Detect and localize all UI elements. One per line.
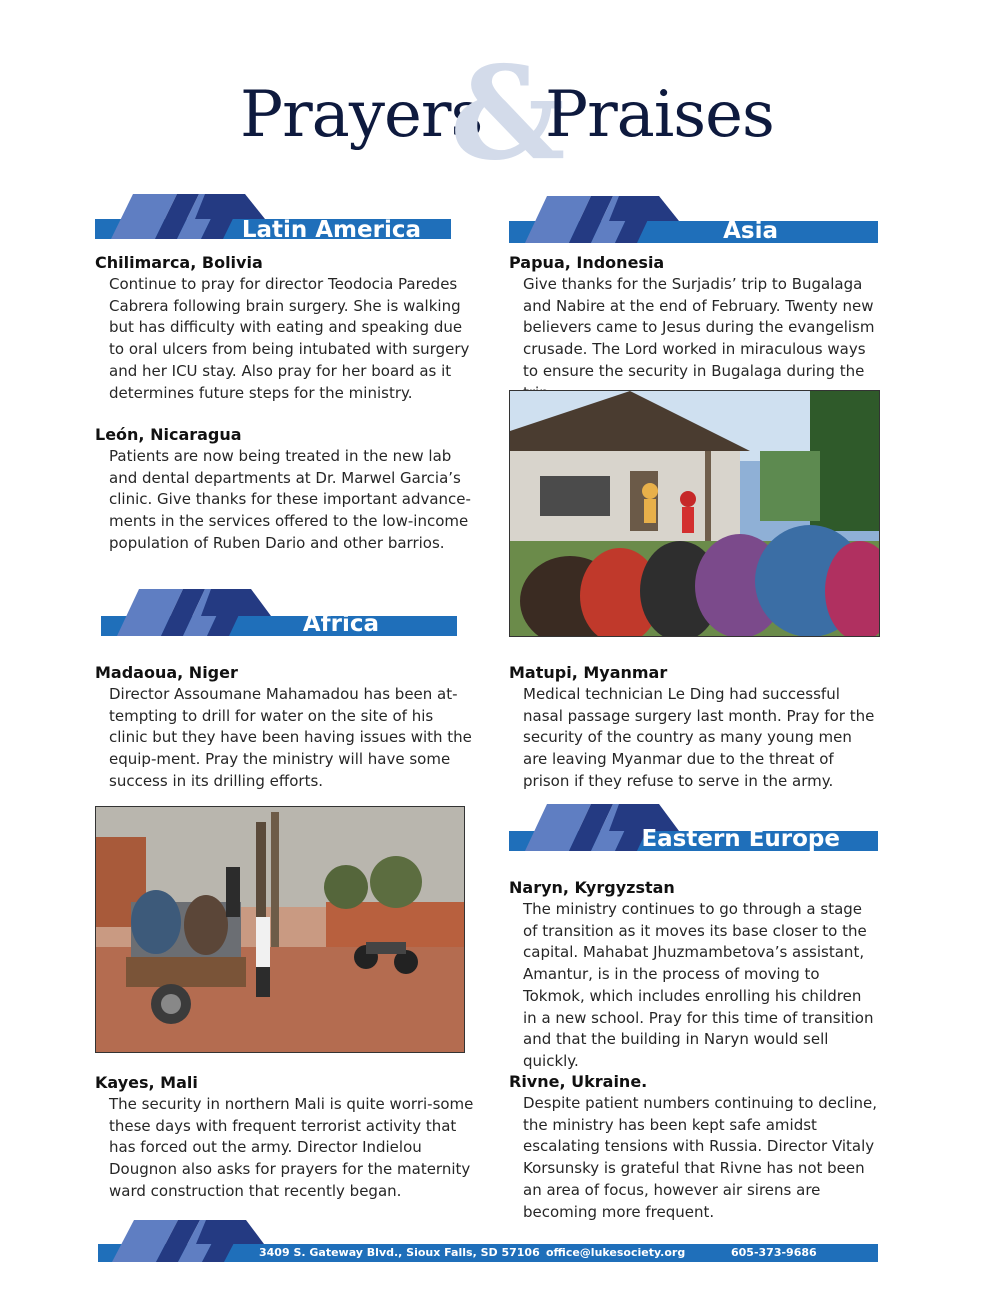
footer-address: 3409 S. Gateway Blvd., Sioux Falls, SD 57106 bbox=[259, 1246, 540, 1259]
photo-papua-illustration bbox=[510, 391, 879, 636]
entry-papua bbox=[509, 252, 879, 404]
entry-place: Madaoua, Niger bbox=[95, 663, 238, 682]
banner-graphic bbox=[509, 192, 878, 246]
title-ampersand: & bbox=[450, 39, 566, 189]
entry-place: Chilimarca, Bolivia bbox=[95, 253, 263, 272]
entry-text: The ministry continues to go through a stage of transition as it moves its base closer to the capital. Mahabat Jhuzmambetova’s assistant, Amantur, is in the process of moving to Tokmok, which includes enrolling his children in a new school. Pray for this time of transition and that the building in Naryn would sell quickly. bbox=[523, 900, 874, 1070]
entry-place: Matupi, Myanmar bbox=[509, 663, 668, 682]
page-title bbox=[0, 39, 1000, 190]
entry-place: León, Nicaragua bbox=[95, 425, 242, 444]
entry-leon bbox=[95, 424, 475, 555]
photo-niger-drilling bbox=[95, 806, 465, 1053]
banner-graphic bbox=[101, 585, 457, 639]
banner-africa bbox=[101, 585, 457, 639]
banner-label: Eastern Europe bbox=[641, 826, 840, 852]
entry-text: Director Assoumane Mahamadou has been at-tempting to drill for water on the site of his clinic but they have been having issues with the equip-ment. Pray the ministry will have some success in its drilling efforts. bbox=[109, 685, 472, 790]
banner-eastern-europe bbox=[509, 800, 878, 854]
entry-place: Rivne, Ukraine. bbox=[509, 1072, 648, 1091]
entry-place: Papua, Indonesia bbox=[509, 253, 665, 272]
title-praises: Praises bbox=[545, 78, 774, 152]
entry-place: Naryn, Kyrgyzstan bbox=[509, 878, 675, 897]
banner-label: Africa bbox=[302, 611, 379, 637]
entry-chilimarca bbox=[95, 252, 475, 404]
banner-label: Asia bbox=[723, 218, 778, 244]
photo-niger-illustration bbox=[96, 807, 464, 1052]
footer-email[interactable]: office@lukesociety.org bbox=[546, 1246, 686, 1259]
entry-text: The security in northern Mali is quite worri-some these days with frequent terrorist activity that has forced out the army. Director Indielou Dougnon also asks for prayers for the maternity ward construction that recently began. bbox=[109, 1095, 474, 1200]
entry-text: Despite patient numbers continuing to decline, the ministry has been kept safe amidst escalating tensions with Russia. Director Vitaly Korsunsky is grateful that Rivne has not been an area of focus, however air sirens are becoming more frequent. bbox=[523, 1094, 878, 1221]
photo-papua-gathering bbox=[509, 390, 880, 637]
entry-place: Kayes, Mali bbox=[95, 1073, 198, 1092]
entry-text: Give thanks for the Surjadis’ trip to Bugalaga and Nabire at the end of February. Twenty new believers came to Jesus during the evangelism crusade. The Lord worked in miraculous ways to ensure the security in Bugalaga during the bbox=[523, 275, 875, 380]
footer-phone: 605-373-9686 bbox=[731, 1246, 817, 1259]
entry-matupi bbox=[509, 662, 879, 793]
banner-latin-america bbox=[95, 190, 451, 244]
banner-asia bbox=[509, 192, 878, 246]
entry-text: Continue to pray for director Teodocia Paredes Cabrera following brain surgery. She is walking but has difficulty with eating and speaking due to oral ulcers from being intubated with surgery and her ICU stay. Also pray for her board as it determines future steps for the ministry. bbox=[109, 275, 470, 402]
footer-banner bbox=[98, 1218, 878, 1264]
entry-madaoua bbox=[95, 662, 475, 793]
entry-kayes bbox=[95, 1072, 475, 1203]
entry-rivne bbox=[509, 1071, 884, 1223]
entry-naryn bbox=[509, 877, 879, 1073]
entry-text: Patients are now being treated in the new lab and dental departments at Dr. Marwel Garcia’s clinic. Give thanks for these important advance-ments in the services offered to the low-income population of Ruben Dario and other barrios. bbox=[109, 447, 471, 552]
title-prayers: Prayers bbox=[240, 78, 483, 152]
entry-text: Medical technician Le Ding had successful nasal passage surgery last month. Pray for the security of the country as many young men are leaving Myanmar due to the threat of prison if they refuse to serve in the army. bbox=[523, 685, 875, 790]
banner-label: Latin America bbox=[241, 217, 421, 243]
